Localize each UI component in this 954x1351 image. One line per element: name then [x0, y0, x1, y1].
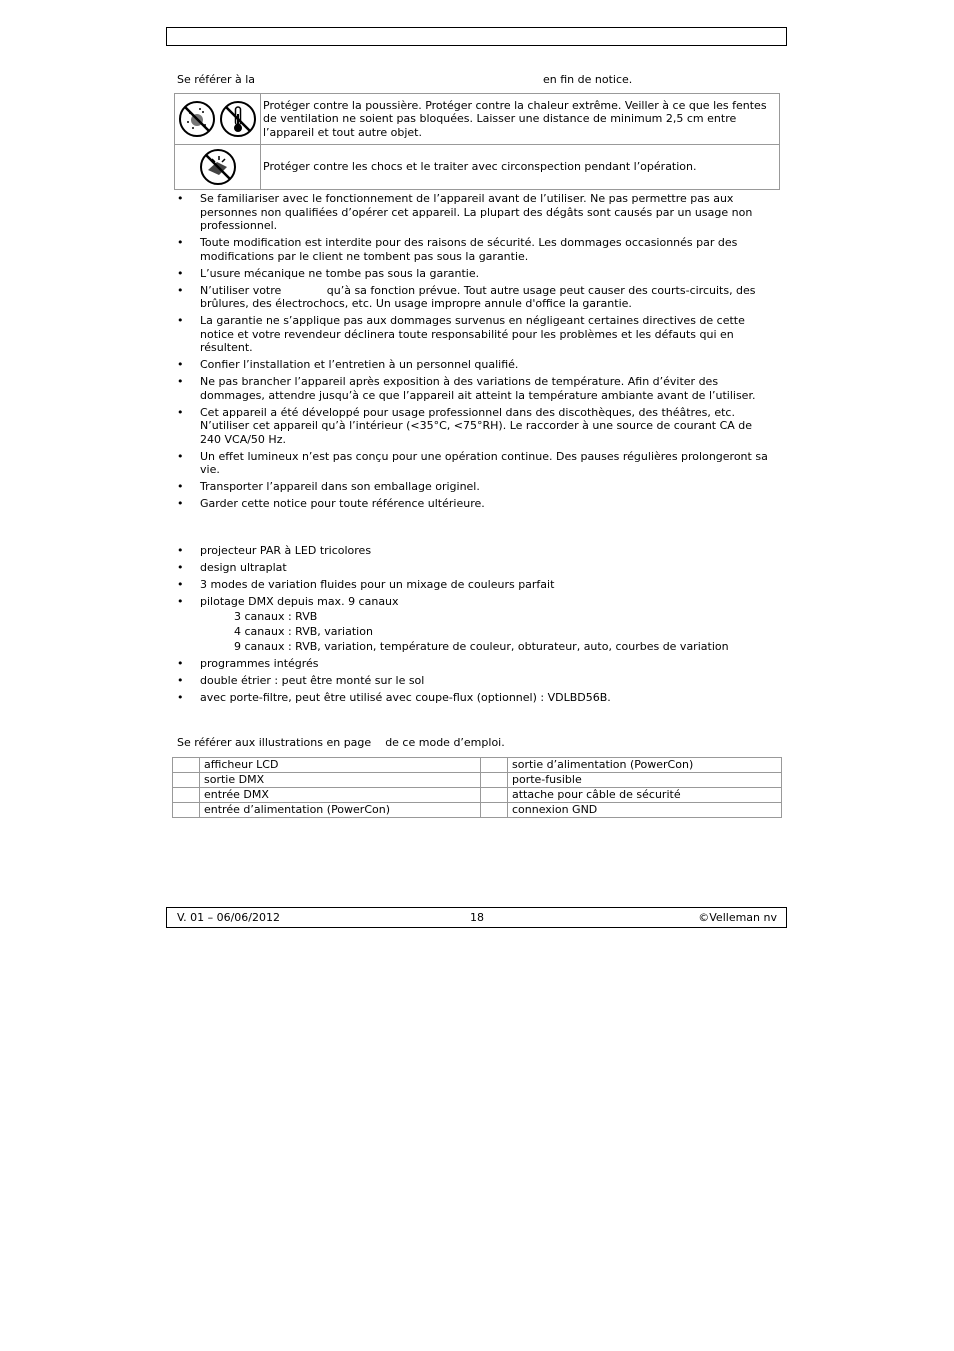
table-cell: entrée DMX: [200, 788, 481, 803]
table-cell: afficheur LCD: [200, 758, 481, 773]
list-item: • Un effet lumineux n’est pas conçu pour une opération continue. Des pauses régulières prolongeront sa vie.: [175, 450, 775, 477]
intro-tail: en fin de notice.: [543, 73, 633, 86]
list-item: • programmes intégrés: [175, 657, 775, 671]
intro-line: [177, 73, 633, 87]
parts-table: [172, 757, 782, 818]
no-shock-icon: [199, 148, 237, 186]
footer-version: V. 01 – 06/06/2012: [177, 911, 280, 924]
table-cell: sortie DMX: [200, 773, 481, 788]
illustrations-line: [177, 736, 505, 750]
table-row: [173, 758, 782, 773]
pictogram-row: [175, 145, 780, 190]
table-row: [173, 803, 782, 818]
list-item: • Ne pas brancher l’appareil après exposition à des variations de température. Afin d’éviter des dommages, attendre jusqu’à ce que l’appareil ait atteint la température ambiante avant de l’utiliser.: [175, 375, 775, 402]
list-item: • La garantie ne s’applique pas aux dommages survenus en négligeant certaines directives de cette notice et votre revendeur déclinera toute responsabilité pour les problèmes et les défauts qui en résultent.: [175, 314, 775, 355]
sub-item: 9 canaux : RVB, variation, température de couleur, obturateur, auto, courbes de variation: [234, 640, 729, 653]
features-list: [175, 544, 775, 708]
list-item: • L’usure mécanique ne tombe pas sous la garantie.: [175, 267, 775, 281]
pictogram-text: Protéger contre la poussière. Protéger contre la chaleur extrême. Veiller à ce que les fentes de ventilation ne soient pas bloquées. Laisser une distance de minimum 2,5 cm entre l’appareil et tout autre objet.: [261, 94, 780, 145]
sub-item: 4 canaux : RVB, variation: [234, 625, 373, 638]
table-row: [173, 788, 782, 803]
page-footer: [166, 907, 787, 928]
no-heat-icon: [219, 100, 257, 138]
pictogram-row: [175, 94, 780, 145]
list-item: • Transporter l’appareil dans son emballage originel.: [175, 480, 775, 494]
list-item: • avec porte-filtre, peut être utilisé avec coupe-flux (optionnel) : VDLBD56B.: [175, 691, 775, 705]
footer-page-number: 18: [470, 911, 484, 924]
table-row: [173, 773, 782, 788]
table-cell: connexion GND: [507, 803, 781, 818]
list-item: • double étrier : peut être monté sur le sol: [175, 674, 775, 688]
list-item: • Se familiariser avec le fonctionnement de l’appareil avant de l’utiliser. Ne pas permettre pas aux personnes non qualifiées d’opérer cet appareil. La plupart des dégâts sont causés par un usage non professionnel.: [175, 192, 775, 233]
page-header-box: [166, 27, 787, 46]
illustrations-text: Se référer aux illustrations en page: [177, 736, 372, 749]
table-cell: porte-fusible: [507, 773, 781, 788]
no-dust-icon: [178, 100, 216, 138]
list-item: • Garder cette notice pour toute référence ultérieure.: [175, 497, 775, 511]
table-cell: entrée d’alimentation (PowerCon): [200, 803, 481, 818]
list-item: • 3 modes de variation fluides pour un mixage de couleurs parfait: [175, 578, 775, 592]
sub-item: 3 canaux : RVB: [234, 610, 318, 623]
footer-copyright: ©Velleman nv: [698, 911, 777, 924]
list-item: • N’utiliser votre qu’à sa fonction prévue. Tout autre usage peut causer des courts-circuits, des brûlures, des électrochocs, etc. Un usage impropre annule d'office la garantie.: [175, 284, 775, 311]
table-cell: sortie d’alimentation (PowerCon): [507, 758, 781, 773]
list-item: • projecteur PAR à LED tricolores: [175, 544, 775, 558]
pictogram-text: Protéger contre les chocs et le traiter avec circonspection pendant l’opération.: [261, 145, 780, 190]
list-item: • Confier l’installation et l’entretien à un personnel qualifié.: [175, 358, 775, 372]
list-item: • Toute modification est interdite pour des raisons de sécurité. Les dommages occasionnés par des modifications par le client ne tombent pas sous la garantie.: [175, 236, 775, 263]
intro-text: Se référer à la: [177, 73, 256, 86]
illustrations-tail: de ce mode d’emploi.: [385, 736, 505, 749]
list-item: • design ultraplat: [175, 561, 775, 575]
pictogram-table: [174, 93, 780, 190]
list-item: • Cet appareil a été développé pour usage professionnel dans des discothèques, des théâtres, etc. N’utiliser cet appareil qu’à l’intérieur (<35°C, <75°RH). Le raccorder à une source de courant CA de 240 VCA/50 Hz.: [175, 406, 775, 447]
table-cell: attache pour câble de sécurité: [507, 788, 781, 803]
list-item: • pilotage DMX depuis max. 9 canaux 3 canaux : RVB 4 canaux : RVB, variation 9 canaux : RVB, variation, température de couleur, obturateur, auto, courbes de variation: [175, 595, 775, 654]
guidelines-list: [175, 192, 775, 514]
